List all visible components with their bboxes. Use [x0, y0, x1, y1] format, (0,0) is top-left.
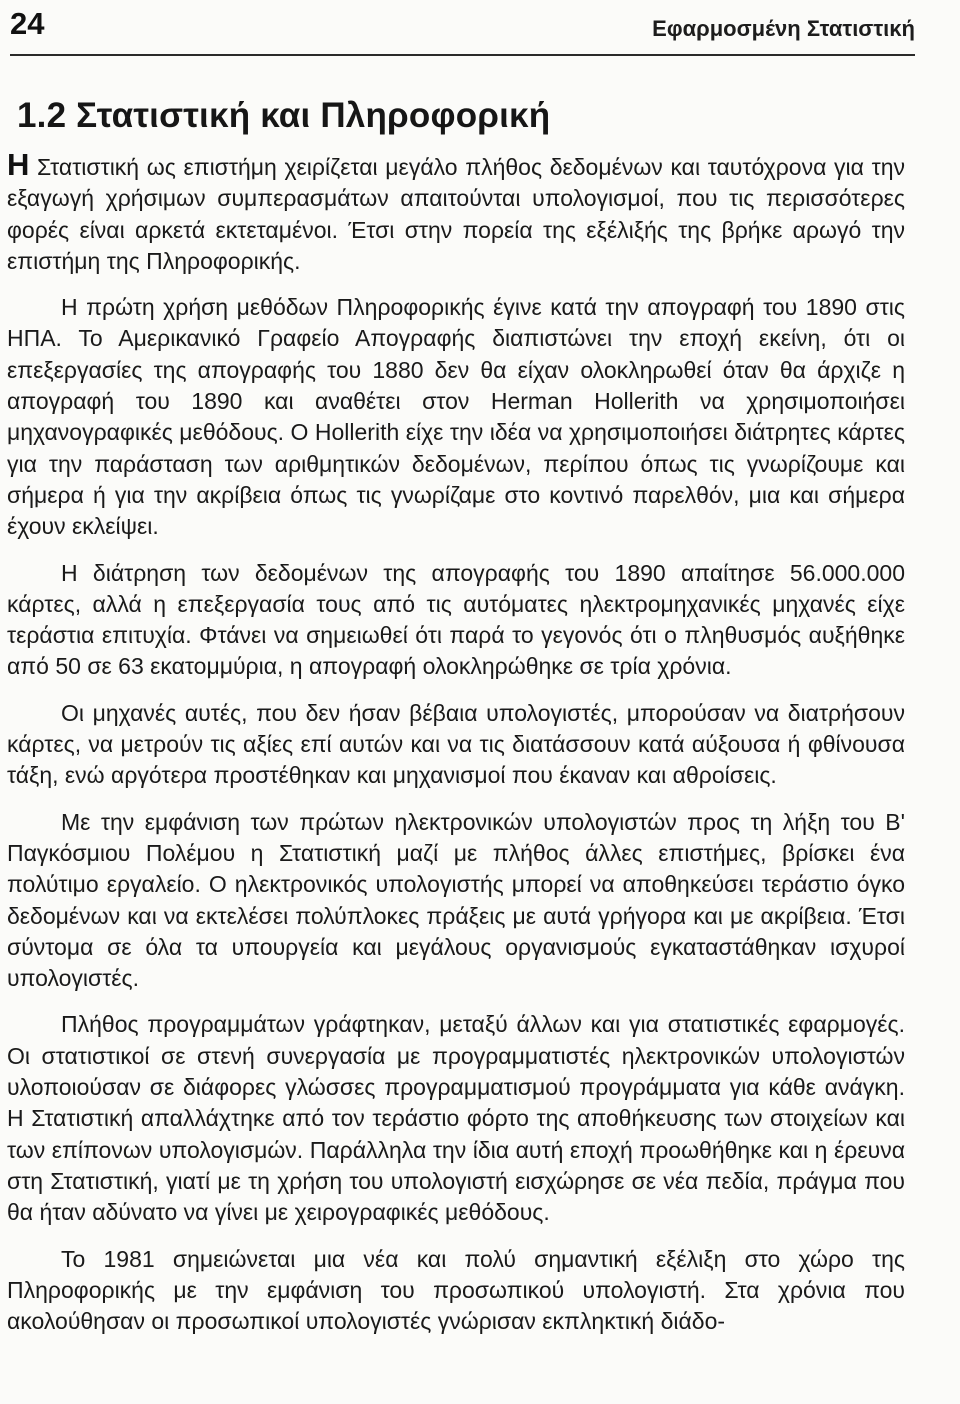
page-header: [10, 6, 915, 52]
paragraph-3: Η διάτρηση των δεδομένων της απογραφής του 1890 απαίτησε 56.000.000 κάρτες, αλλά η επεξεργασία τους από τις αυτόματες ηλεκτρομηχανικές μηχανές είχε τεράστια επιτυχία. Φτάνει να σημειωθεί ότι παρά το γεγονός ότι ο πληθυσμός αυξήθηκε από 50 σε 63 εκατομμύρια, η απογραφή ολοκληρώθηκε σε τρία χρόνια.: [7, 559, 905, 680]
paragraph-5: Με την εμφάνιση των πρώτων ηλεκτρονικών υπολογιστών προς τη λήξη του Β' Παγκόσμιου Πολέμου η Στατιστική μαζί με πλήθος άλλες επιστήμες, βρίσκει ένα πολύτιμο εργαλείο. Ο ηλεκτρονικός υπολογιστής μπορεί να αποθηκεύσει τεράστιο όγκο δεδομένων και να εκτελέσει πολύπλοκες πράξεις με αυτά γρήγορα και με ακρίβεια. Έτσι σύντομα σε όλα τα υπουργεία και μεγάλους οργανισμούς εγκαταστάθηκαν ισχυροί υπολογιστές.: [7, 808, 905, 992]
header-rule: [10, 54, 915, 56]
paragraph-6: Πλήθος προγραμμάτων γράφτηκαν, μεταξύ άλλων και για στατιστικές εφαρμογές. Οι στατιστικοί σε στενή συνεργασία με προγραμματιστές ηλεκτρονικών υπολογιστών υλοποιούσαν σε διάφορες γλώσσες προγραμματισμού προγράμματα για κάθε ανάγκη. Η Στατιστική απαλλάχτηκε από τον τεράστιο φόρτο της αποθήκευσης των στοιχείων και των επίπονων υπολογισμών. Παράλληλα την ίδια αυτή εποχή προωθήθηκε και η έρευνα στη Στατιστική, γιατί με τη χρήση του υπολογιστή εισχώρησε σε νέα πεδία, πράγμα που θα ήταν αδύνατο να γίνει με χειρογραφικές μεθόδους.: [7, 1011, 905, 1226]
running-title: Εφαρμοσμένη Στατιστική: [652, 16, 915, 41]
section-title: 1.2 Στατιστική και Πληροφορική: [17, 96, 551, 135]
paragraph-2: Η πρώτη χρήση μεθόδων Πληροφορικής έγινε κατά την απογραφή του 1890 στις ΗΠΑ. Το Αμερικανικό Γραφείο Απογραφής διαπιστώνει την εποχή εκείνη, ότι οι επεξεργασίες της απογραφής του 1880 δεν θα είχαν ολοκληρωθεί όταν θα άρχιζε η απογραφή του 1890 και αναθέτει στον Herman Hollerith να χρησιμοποιήσει μηχανογραφικές μεθόδους. Ο Hollerith είχε την ιδέα να χρησιμοποιήσει διάτρητες κάρτες για την παράσταση των αριθμητικών δεδομένων, περίπου όπως τις γνωρίζουμε και σήμερα ή για την ακρίβεια όπως τις γνωρίζαμε στο κοντινό παρελθόν, μια και σήμερα έχουν εκλείψει.: [7, 294, 905, 540]
dropcap-letter: Η: [7, 147, 30, 182]
page-number: 24: [10, 6, 45, 41]
paragraph-1-text: Στατιστική ως επιστήμη χειρίζεται μεγάλο πλήθος δεδομένων και ταυτόχρονα για την εξαγωγή χρήσιμων συμπερασμάτων απαιτούνται υπολογισμοί, που τις περισσότερες φορές είναι αρκετά εκτεταμένοι. Έτσι στην πορεία της εξέλιξής της βρήκε αρωγό την επιστήμη της Πληροφορικής.: [7, 154, 905, 274]
paragraph-7: Το 1981 σημειώνεται μια νέα και πολύ σημαντική εξέλιξη στο χώρο της Πληροφορικής με την εμφάνιση του προσωπικού υπολογιστή. Στα χρόνια που ακολούθησαν οι προσωπικοί υπολογιστές γνώρισαν εκπληκτική διάδο-: [7, 1245, 905, 1335]
body-text: [7, 147, 905, 1337]
paragraph-4: Οι μηχανές αυτές, που δεν ήσαν βέβαια υπολογιστές, μπορούσαν να διατρήσουν κάρτες, να μετρούν τις αξίες επί αυτών και να τις διατάσσουν κατά αύξουσα ή φθίνουσα τάξη, ενώ αργότερα προστέθηκαν και μηχανισμοί που έκαναν και αθροίσεις.: [7, 699, 905, 789]
paragraph-1: [7, 147, 905, 277]
